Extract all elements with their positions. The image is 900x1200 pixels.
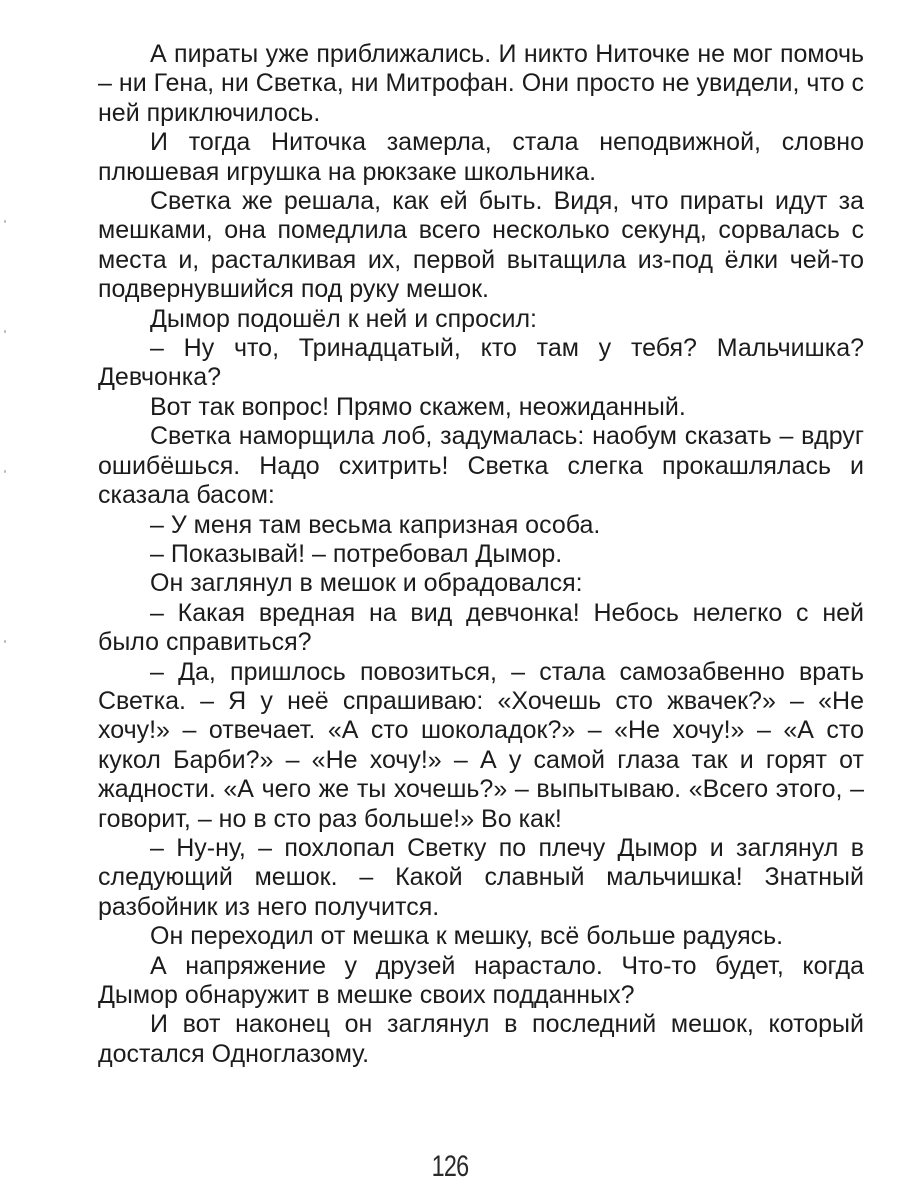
paragraph: Светка же решала, как ей быть. Видя, что пираты идут за мешками, она помедлила всего несколько секунд, сорвалась с места и, расталкивая их, первой вытащила из-под ёлки чей-то подвернувшийся под руку мешок. [98,187,864,304]
page-number: 126 [431,1150,469,1183]
dialogue-paragraph: – Ну-ну, – похлопал Светку по плечу Дымор и заглянул в следующий мешок. – Какой славный мальчишка! Знатный разбойник из него получится. [98,833,864,921]
dialogue-paragraph: – Какая вредная на вид девчонка! Небось нелегко с ней было справиться? [98,598,864,657]
paragraph: Дымор подошёл к ней и спросил: [150,304,537,333]
paragraph: Светка наморщила лоб, задумалась: наобум сказать – вдруг ошибёшься. Надо схитрить! Светка слегка прокашлялась и сказала басом: [98,422,864,510]
dialogue-paragraph: – Да, пришлось повозиться, – стала самозабвенно врать Светка. – Я у неё спрашиваю: «Хочешь сто жвачек?» – «Не хочу!» – отвечает. «А сто шоколадок?» – «Не хочу!» – «А сто кукол Барби?» – «Не хочу!» – А у самой глаза так и горят от жадности. «А чего же ты хочешь?» – выпытываю. «Всего этого, – говорит, – но в сто раз больше!» Во как! [98,657,864,833]
dialogue-paragraph: – Показывай! – потребовал Дымор. [150,539,563,568]
paragraph: И тогда Ниточка замерла, стала неподвижной, словно плюшевая игрушка на рюкзаке школьника. [98,128,864,186]
paragraph: И вот наконец он заглянул в последний мешок, который достался Одноглазому. [98,1010,864,1068]
dialogue-paragraph: – Ну что, Тринадцатый, кто там у тебя? Мальчишка? Девчонка? [98,334,864,392]
scan-speck [4,220,6,223]
paragraph: А пираты уже приближались. И никто Ниточке не мог помочь – ни Гена, ни Светка, ни Митрофан. Они просто не увидели, что с ней приключилось. [98,40,864,127]
paragraph: Вот так вопрос! Прямо скажем, неожиданный. [150,392,686,421]
paragraph: Он заглянул в мешок и обрадовался: [150,569,583,598]
scan-speck [4,640,6,643]
paragraph: Он переходил от мешка к мешку, всё больше радуясь. [150,922,784,951]
scan-speck [4,470,6,473]
paragraph: А напряжение у друзей нарастало. Что-то будет, когда Дымор обнаружит в мешке своих подданных? [98,951,864,1009]
dialogue-paragraph: – У меня там весьма капризная особа. [150,510,601,539]
page-text [98,40,864,1069]
scan-speck [4,330,6,333]
